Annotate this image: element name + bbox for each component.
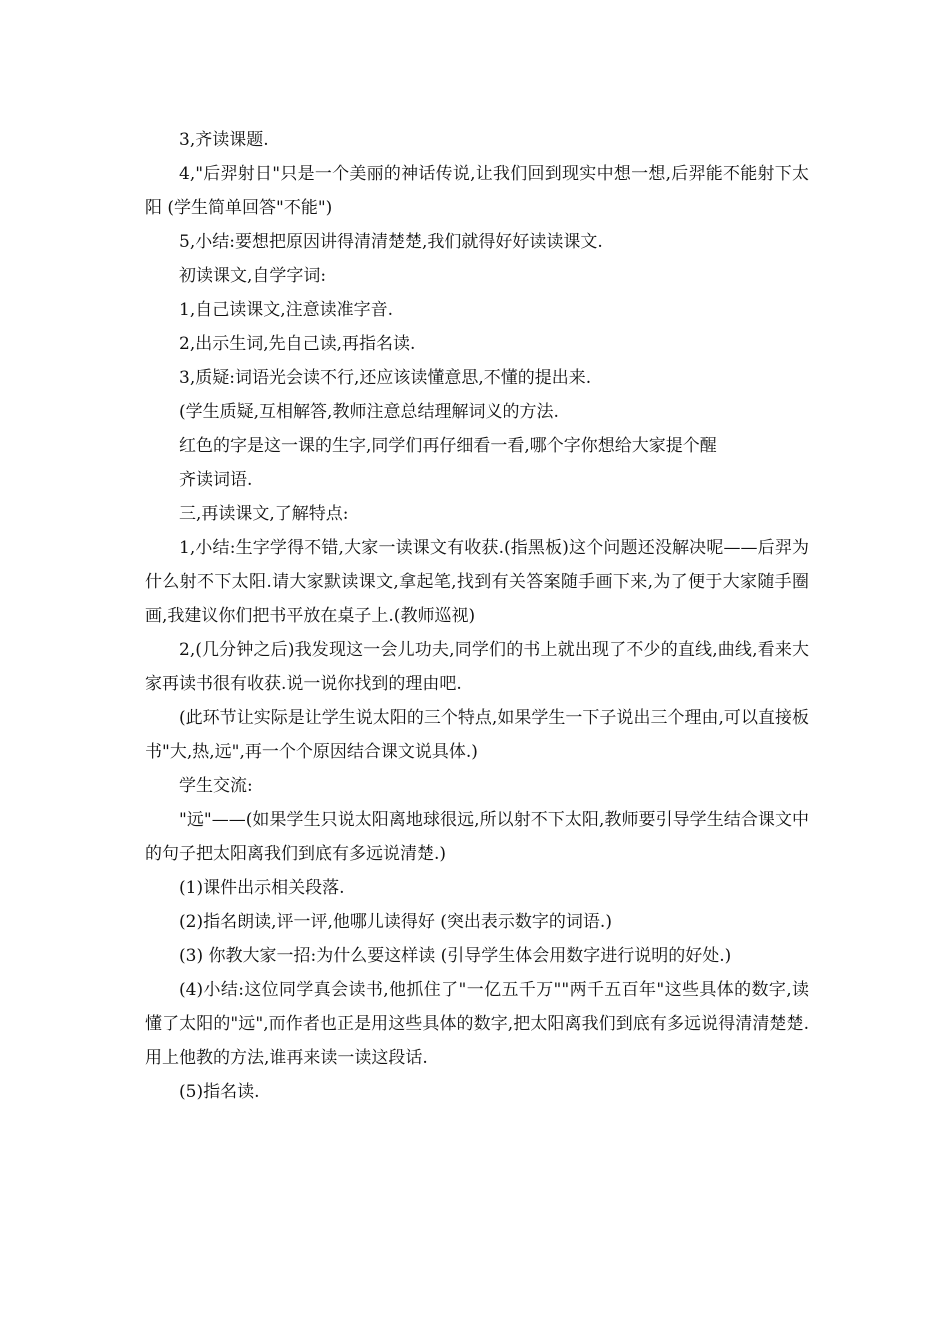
paragraph: 2,(几分钟之后)我发现这一会儿功夫,同学们的书上就出现了不少的直线,曲线,看来大家再读书很有收获.说一说你找到的理由吧.	[145, 640, 809, 694]
paragraph: "远"——(如果学生只说太阳离地球很远,所以射不下太阳,教师要引导学生结合课文中的句子把太阳离我们到底有多远说清楚.)	[145, 810, 809, 864]
paragraph: 2,出示生词,先自己读,再指名读.	[179, 334, 416, 354]
paragraph: 3,质疑:词语光会读不行,还应该读懂意思,不懂的提出来.	[179, 368, 592, 388]
document-page	[145, 123, 809, 1109]
paragraph: 红色的字是这一课的生字,同学们再仔细看一看,哪个字你想给大家提个醒	[179, 436, 717, 456]
paragraph: 5,小结:要想把原因讲得清清楚楚,我们就得好好读读课文.	[179, 232, 603, 252]
paragraph: 1,小结:生字学得不错,大家一读课文有收获.(指黑板)这个问题还没解决呢——后羿为什么射不下太阳.请大家默读课文,拿起笔,找到有关答案随手画下来,为了便于大家随手圈画,我建议你们把书平放在桌子上.(教师巡视)	[145, 538, 809, 626]
paragraph: 4,"后羿射日"只是一个美丽的神话传说,让我们回到现实中想一想,后羿能不能射下太阳 (学生简单回答"不能")	[145, 164, 809, 218]
paragraph: (3) 你教大家一招:为什么要这样读 (引导学生体会用数字进行说明的好处.)	[179, 946, 732, 966]
section-heading: 三,再读课文,了解特点:	[179, 504, 349, 524]
paragraph: (2)指名朗读,评一评,他哪儿读得好 (突出表示数字的词语.)	[179, 912, 612, 932]
paragraph: (4)小结:这位同学真会读书,他抓住了"一亿五千万""两千五百年"这些具体的数字,读懂了太阳的"远",而作者也正是用这些具体的数字,把太阳离我们到底有多远说得清清楚楚.用上他教的方法,谁再来读一读这段话.	[145, 980, 809, 1068]
paragraph: 1,自己读课文,注意读准字音.	[179, 300, 394, 320]
paragraph: (学生质疑,互相解答,教师注意总结理解词义的方法.	[179, 402, 559, 422]
paragraph: (此环节让实际是让学生说太阳的三个特点,如果学生一下子说出三个理由,可以直接板书"大,热,远",再一个个原因结合课文说具体.)	[145, 708, 809, 762]
paragraph: 3,齐读课题.	[179, 130, 269, 150]
section-heading: 初读课文,自学字词:	[179, 266, 327, 286]
section-heading: 学生交流:	[179, 776, 253, 796]
paragraph: 齐读词语.	[179, 470, 253, 490]
paragraph: (5)指名读.	[179, 1082, 260, 1102]
paragraph: (1)课件出示相关段落.	[179, 878, 345, 898]
